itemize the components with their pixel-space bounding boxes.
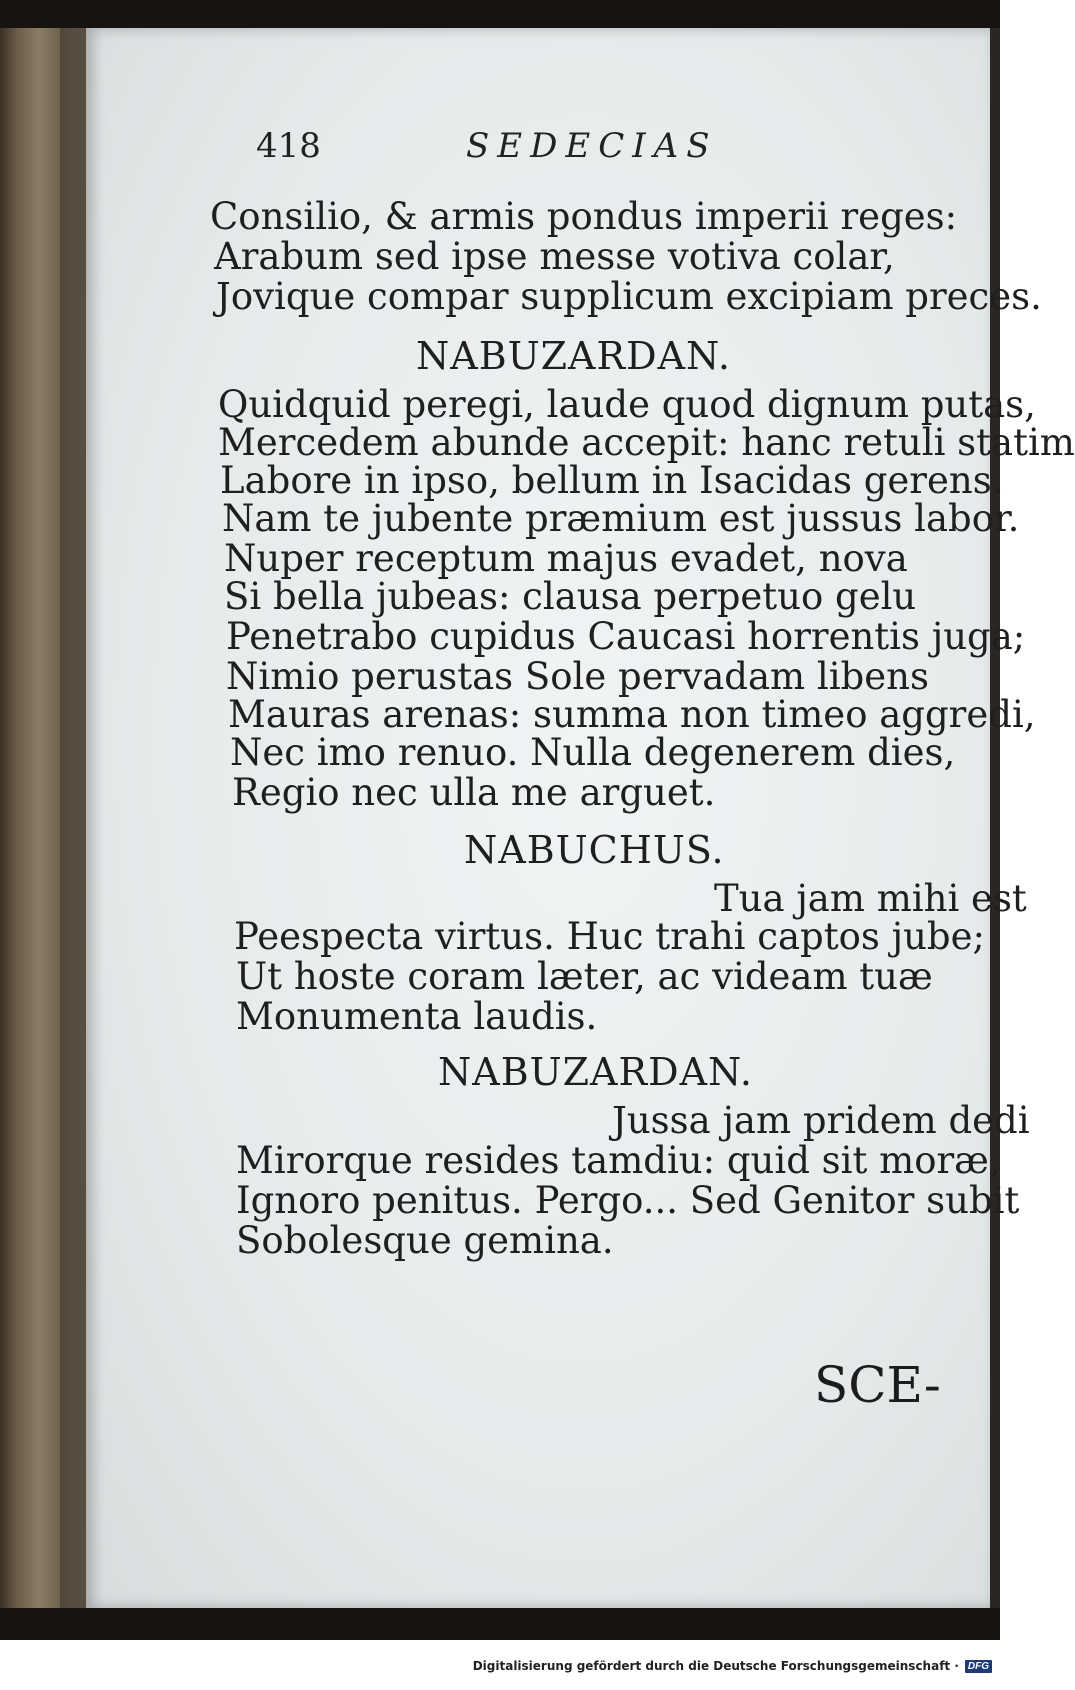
verse-line: Tua jam mihi est xyxy=(714,877,1027,920)
verse-line: Ignoro penitus. Pergo... Sed Genitor subit xyxy=(236,1179,1020,1222)
verse-line: Nimio perustas Sole pervadam libens xyxy=(226,655,929,698)
book-fore-edge xyxy=(0,28,86,1608)
credit-text: Digitalisierung gefördert durch die Deutsche Forschungsgemeinschaft · xyxy=(472,1659,959,1673)
verse-line: Jovique compar supplicum excipiam preces. xyxy=(216,275,1042,318)
verse-line: Regio nec ulla me arguet. xyxy=(232,771,716,814)
verse-line: Monumenta laudis. xyxy=(236,995,598,1038)
verse-line: Mercedem abunde accepit: hanc retuli statim xyxy=(218,421,1075,464)
verse-line: Arabum sed ipse messe votiva colar, xyxy=(214,235,895,278)
verse-line: Jussa jam pridem dedi xyxy=(612,1099,1030,1142)
scan-border xyxy=(990,28,1000,1608)
verse-line: Ut hoste coram læter, ac videam tuæ xyxy=(236,955,933,998)
verse-line: Penetrabo cupidus Caucasi horrentis juga; xyxy=(226,615,1026,658)
speaker-heading: NABUZARDAN. xyxy=(438,1050,753,1094)
verse-line: Peespecta virtus. Huc trahi captos jube; xyxy=(234,915,985,958)
verse-line: Quidquid peregi, laude quod dignum putas, xyxy=(218,383,1036,426)
book-page xyxy=(86,28,1075,1608)
speaker-heading: NABUZARDAN. xyxy=(416,334,731,378)
verse-line: Mauras arenas: summa non timeo aggredi, xyxy=(228,693,1036,736)
speaker-heading: NABUCHUS. xyxy=(464,828,725,872)
verse-line: Si bella jubeas: clausa perpetuo gelu xyxy=(224,575,917,618)
verse-line: Labore in ipso, bellum in Isacidas gerens. xyxy=(220,459,1004,502)
catchword: SCE- xyxy=(814,1356,941,1414)
running-head: SEDECIAS xyxy=(466,126,718,166)
verse-line: Nuper receptum majus evadet, nova xyxy=(224,537,908,580)
verse-line: Nam te jubente præmium est jussus labor. xyxy=(222,497,1020,540)
page-number: 418 xyxy=(256,126,321,166)
page-header xyxy=(86,126,990,176)
verse-line: Nec imo renuo. Nulla degenerem dies, xyxy=(230,731,956,774)
verse-line: Mirorque resides tamdiu: quid sit moræ, xyxy=(236,1139,1001,1182)
dfg-logo-icon: DFG xyxy=(965,1660,992,1673)
digitization-credit xyxy=(0,1646,1000,1686)
verse-line: Consilio, & armis pondus imperii reges: xyxy=(210,195,958,238)
verse-line: Sobolesque gemina. xyxy=(236,1219,614,1262)
